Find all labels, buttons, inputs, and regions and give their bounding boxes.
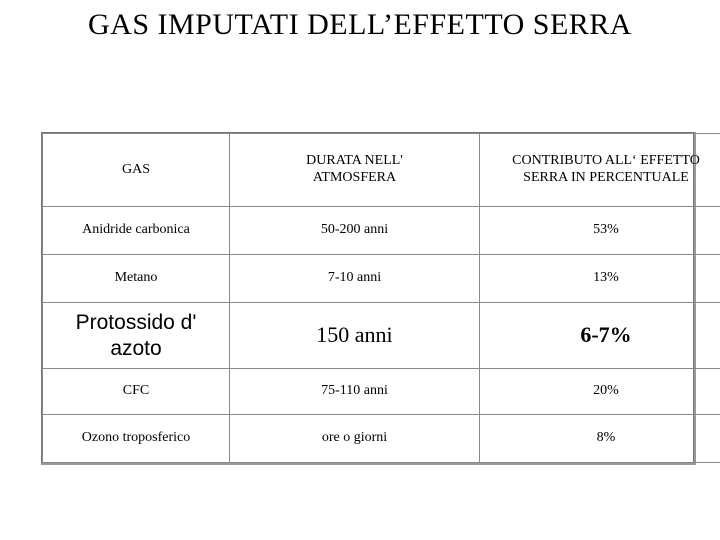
table-row — [43, 207, 720, 255]
page-title: GAS IMPUTATI DELL’EFFETTO SERRA — [88, 8, 632, 41]
table-row — [43, 303, 720, 369]
cell-gas: Protossido d' azoto — [43, 303, 230, 369]
cell-contributo: 53% — [480, 207, 720, 255]
table-header-row — [43, 134, 720, 207]
header-durata-line2: ATMOSFERA — [312, 170, 397, 185]
cell-durata: 75-110 anni — [230, 369, 480, 415]
cell-contributo: 8% — [480, 415, 720, 463]
table-row — [43, 369, 720, 415]
gas-table — [41, 132, 700, 463]
cell-durata: 150 anni — [230, 303, 480, 369]
cell-gas: Metano — [43, 255, 230, 303]
table-row — [43, 415, 720, 463]
header-contributo-line1: CONTRIBUTO ALL‘ EFFETTO — [512, 153, 700, 169]
cell-contributo: 6-7% — [480, 303, 720, 369]
header-durata-line1: DURATA NELL' — [306, 153, 403, 169]
header-gas: GAS — [43, 134, 230, 207]
cell-gas: Ozono troposferico — [43, 415, 230, 463]
cell-durata: ore o giorni — [230, 415, 480, 463]
cell-gas: Anidride carbonica — [43, 207, 230, 255]
cell-gas: CFC — [43, 369, 230, 415]
cell-durata: 7-10 anni — [230, 255, 480, 303]
header-durata — [230, 134, 480, 207]
table-row — [43, 255, 720, 303]
header-contributo-line2: SERRA IN PERCENTUALE — [523, 170, 689, 185]
header-contributo — [480, 134, 720, 207]
cell-durata: 50-200 anni — [230, 207, 480, 255]
cell-contributo: 20% — [480, 369, 720, 415]
cell-contributo: 13% — [480, 255, 720, 303]
